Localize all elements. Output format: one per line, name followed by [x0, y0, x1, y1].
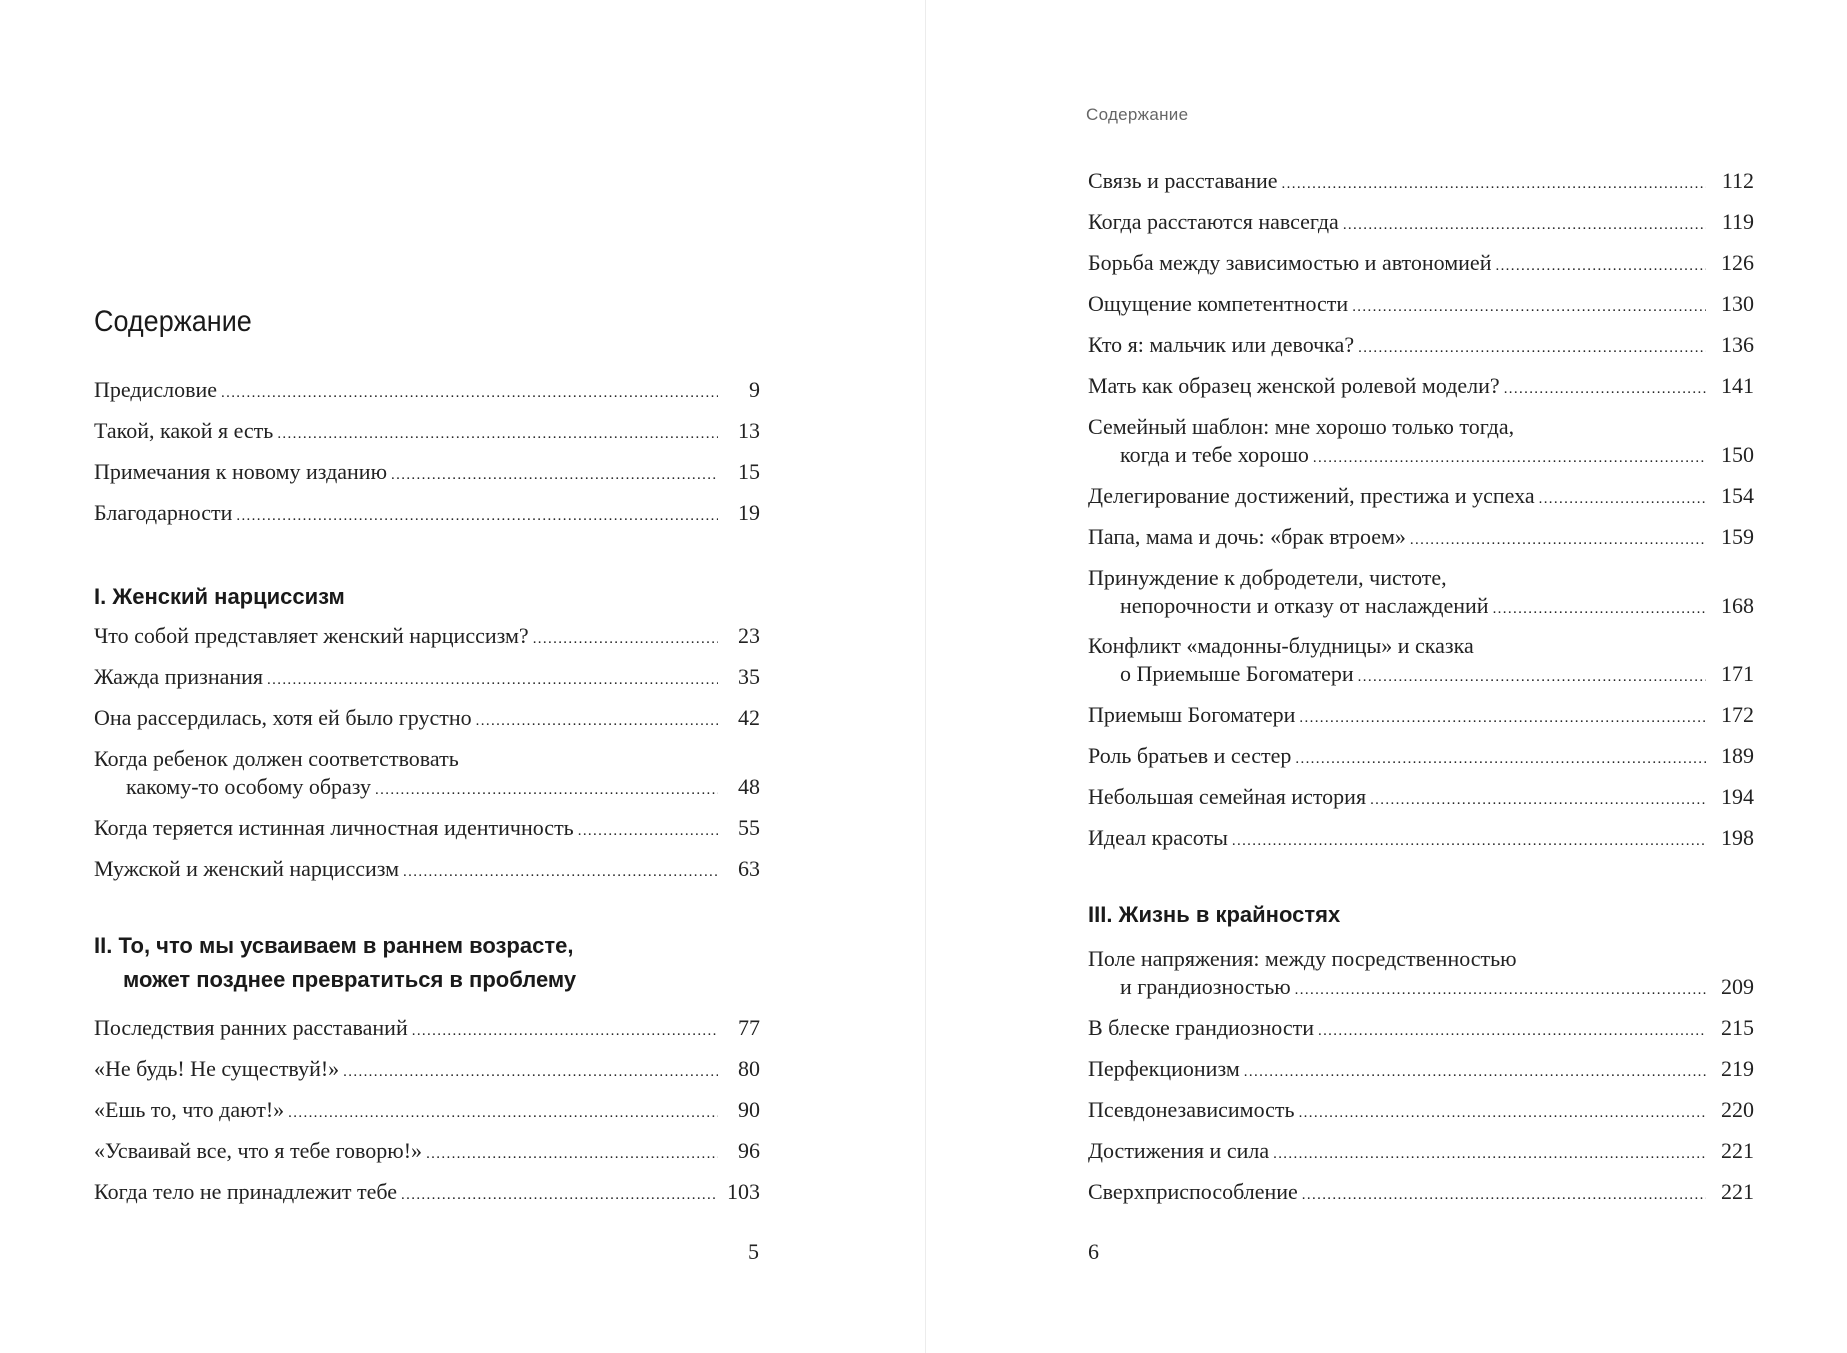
entry-page: 77: [738, 1015, 760, 1040]
entry-title: Небольшая семейная история: [1088, 784, 1367, 809]
toc-entry[interactable]: [94, 1137, 760, 1168]
dot-leader: [236, 499, 718, 530]
toc-entry[interactable]: [1088, 1178, 1754, 1209]
entry-page: 112: [1721, 168, 1754, 193]
dot-leader: [476, 704, 718, 735]
dot-leader: [1352, 290, 1706, 321]
section-heading-part-1: I. Женский нарциссизм: [94, 584, 345, 609]
toc-title: Содержание: [94, 305, 252, 338]
entry-title: Последствия ранних расставаний: [94, 1015, 408, 1040]
entry-title: какому-то особому образу: [126, 774, 372, 799]
dot-leader: [267, 663, 718, 694]
toc-entry[interactable]: [94, 622, 760, 653]
entry-title: Приемыш Богоматери: [1088, 702, 1296, 727]
toc-entry[interactable]: [1088, 290, 1754, 321]
dot-leader: [1539, 482, 1706, 513]
dot-leader: [412, 1014, 718, 1045]
toc-entry[interactable]: [1088, 824, 1754, 855]
entry-title: «Усваивай все, что я тебе говорю!»: [94, 1138, 423, 1163]
toc-entry[interactable]: [1088, 372, 1754, 403]
toc-entry[interactable]: [1088, 413, 1754, 472]
entry-page: 168: [1721, 593, 1754, 618]
entry-title: Предисловие: [94, 377, 217, 402]
toc-entry[interactable]: [94, 1055, 760, 1086]
section-heading-line2: может позднее превратиться в проблему: [123, 967, 577, 992]
dot-leader: [288, 1096, 718, 1127]
entry-title: Делегирование достижений, престижа и успеха: [1088, 483, 1535, 508]
entry-title: Перфекционизм: [1088, 1056, 1240, 1081]
running-head: Содержание: [1086, 105, 1189, 124]
entry-page: 221: [1721, 1179, 1754, 1204]
dot-leader: [1358, 331, 1706, 362]
section-heading-line1: II. То, что мы усваиваем в раннем возрасте,: [94, 933, 574, 958]
entry-page: 150: [1721, 442, 1754, 467]
dot-leader: [578, 814, 718, 845]
entry-title: Жажда признания: [94, 664, 264, 689]
dot-leader: [1313, 441, 1706, 472]
entry-page: 215: [1721, 1015, 1754, 1040]
entry-title: Благодарности: [94, 500, 233, 525]
entry-page: 154: [1721, 483, 1754, 508]
entry-page: 96: [738, 1138, 760, 1163]
dot-leader: [1318, 1014, 1706, 1045]
toc-entry[interactable]: [94, 1014, 760, 1045]
toc-entry[interactable]: [1088, 523, 1754, 554]
entry-page: 219: [1721, 1056, 1754, 1081]
dot-leader: [277, 417, 718, 448]
dot-leader: [1302, 1178, 1706, 1209]
dot-leader: [221, 376, 718, 407]
entry-page: 35: [738, 664, 760, 689]
entry-title: Мужской и женский нарциссизм: [94, 856, 400, 881]
entry-page: 221: [1721, 1138, 1754, 1163]
entry-page: 172: [1721, 702, 1754, 727]
dot-leader: [1504, 372, 1706, 403]
toc-entry[interactable]: [94, 499, 760, 530]
dot-leader: [1282, 167, 1706, 198]
toc-entry[interactable]: [1088, 564, 1754, 623]
toc-entry[interactable]: [1088, 783, 1754, 814]
toc-entry[interactable]: [94, 663, 760, 694]
toc-entry[interactable]: [1088, 1096, 1754, 1127]
entry-page: 171: [1721, 661, 1754, 686]
toc-entry[interactable]: [94, 704, 760, 735]
entry-page: 90: [738, 1097, 760, 1122]
entry-title-line1: Семейный шаблон: мне хорошо только тогда,: [1088, 414, 1515, 439]
entry-page: 141: [1721, 373, 1754, 398]
dot-leader: [1410, 523, 1706, 554]
toc-entry[interactable]: [94, 855, 760, 886]
toc-entry[interactable]: [94, 1096, 760, 1127]
entry-title-line1: Принуждение к добродетели, чистоте,: [1088, 565, 1447, 590]
dot-leader: [401, 1178, 718, 1209]
dot-leader: [1299, 701, 1706, 732]
dot-leader: [1295, 742, 1706, 773]
entry-page: 119: [1721, 209, 1754, 234]
toc-entry[interactable]: [1088, 1014, 1754, 1045]
toc-entry[interactable]: [94, 376, 760, 407]
entry-title: Когда теряется истинная личностная идентичность: [94, 815, 574, 840]
dot-leader: [375, 773, 718, 804]
toc-entry[interactable]: [94, 1178, 760, 1209]
entry-title: о Приемыше Богоматери: [1120, 661, 1354, 686]
toc-entry[interactable]: [94, 745, 760, 804]
entry-title: Примечания к новому изданию: [94, 459, 388, 484]
entry-title: и грандиозностью: [1120, 974, 1291, 999]
section-heading-part-2: [94, 929, 576, 997]
entry-page: 15: [738, 459, 760, 484]
entry-page: 126: [1721, 250, 1754, 275]
dot-leader: [1299, 1096, 1706, 1127]
entry-page: 189: [1721, 743, 1754, 768]
dot-leader: [533, 622, 718, 653]
entry-page: 9: [749, 377, 760, 402]
toc-entry[interactable]: [1088, 1055, 1754, 1086]
entry-title: Достижения и сила: [1088, 1138, 1270, 1163]
dot-leader: [1493, 592, 1706, 623]
entry-page: 19: [738, 500, 760, 525]
dot-leader: [1244, 1055, 1706, 1086]
toc-entry[interactable]: [1088, 945, 1754, 1004]
toc-entry[interactable]: [94, 458, 760, 489]
entry-title: непорочности и отказу от наслаждений: [1120, 593, 1489, 618]
dot-leader: [403, 855, 718, 886]
entry-title: Она рассердилась, хотя ей было грустно: [94, 705, 472, 730]
entry-page: 130: [1721, 291, 1754, 316]
toc-entry[interactable]: [1088, 701, 1754, 732]
entry-title: Когда тело не принадлежит тебе: [94, 1179, 398, 1204]
toc-entry[interactable]: [1088, 482, 1754, 513]
dot-leader: [1495, 249, 1706, 280]
entry-page: 220: [1721, 1097, 1754, 1122]
entry-title: «Не будь! Не существуй!»: [94, 1056, 340, 1081]
toc-entry[interactable]: [1088, 167, 1754, 198]
entry-page: 136: [1721, 332, 1754, 357]
dot-leader: [1358, 660, 1706, 691]
toc-entry[interactable]: [1088, 632, 1754, 691]
section-heading-part-3: III. Жизнь в крайностях: [1088, 902, 1341, 927]
entry-title: Папа, мама и дочь: «брак втроем»: [1088, 524, 1406, 549]
dot-leader: [1295, 973, 1706, 1004]
entry-page: 194: [1721, 784, 1754, 809]
dot-leader: [343, 1055, 718, 1086]
toc-entry[interactable]: [1088, 208, 1754, 239]
entry-page: 23: [738, 623, 760, 648]
toc-entry[interactable]: [94, 417, 760, 448]
entry-page: 48: [738, 774, 760, 799]
entry-page: 63: [738, 856, 760, 881]
entry-page: 80: [738, 1056, 760, 1081]
entry-title: Сверхприспособление: [1088, 1179, 1298, 1204]
entry-title: «Ешь то, что дают!»: [94, 1097, 285, 1122]
entry-title: Связь и расставание: [1088, 168, 1278, 193]
dot-leader: [391, 458, 718, 489]
entry-page: 42: [738, 705, 760, 730]
dot-leader: [426, 1137, 718, 1168]
entry-page: 103: [727, 1179, 760, 1204]
entry-page: 198: [1721, 825, 1754, 850]
dot-leader: [1273, 1137, 1706, 1168]
entry-title: Такой, какой я есть: [94, 418, 274, 443]
entry-page: 159: [1721, 524, 1754, 549]
toc-entry[interactable]: [1088, 331, 1754, 362]
entry-title: Кто я: мальчик или девочка?: [1088, 332, 1355, 357]
entry-title-line1: Поле напряжения: между посредственностью: [1088, 946, 1517, 971]
entry-title: Псевдонезависимость: [1088, 1097, 1295, 1122]
right-page: [925, 0, 1847, 1353]
entry-page: 55: [738, 815, 760, 840]
entry-title-line1: Когда ребенок должен соответствовать: [94, 746, 459, 771]
dot-leader: [1343, 208, 1706, 239]
entry-title: В блеске грандиозности: [1088, 1015, 1314, 1040]
entry-title: Ощущение компетентности: [1088, 291, 1349, 316]
page-number: 6: [1088, 1239, 1099, 1264]
entry-page: 13: [738, 418, 760, 443]
toc-entry[interactable]: [1088, 742, 1754, 773]
entry-title: Что собой представляет женский нарциссизм?: [94, 623, 529, 648]
entry-page: 209: [1721, 974, 1754, 999]
toc-entry[interactable]: [1088, 249, 1754, 280]
entry-title: Борьба между зависимостью и автономией: [1088, 250, 1492, 275]
entry-title: Когда расстаются навсегда: [1088, 209, 1339, 234]
page-number: 5: [748, 1239, 759, 1264]
toc-entry[interactable]: [94, 814, 760, 845]
dot-leader: [1232, 824, 1706, 855]
entry-title: Роль братьев и сестер: [1088, 743, 1292, 768]
entry-title: когда и тебе хорошо: [1120, 442, 1309, 467]
toc-entry[interactable]: [1088, 1137, 1754, 1168]
entry-title-line1: Конфликт «мадонны-блудницы» и сказка: [1088, 633, 1474, 658]
dot-leader: [1370, 783, 1706, 814]
entry-title: Идеал красоты: [1088, 825, 1228, 850]
entry-title: Мать как образец женской ролевой модели?: [1088, 373, 1500, 398]
